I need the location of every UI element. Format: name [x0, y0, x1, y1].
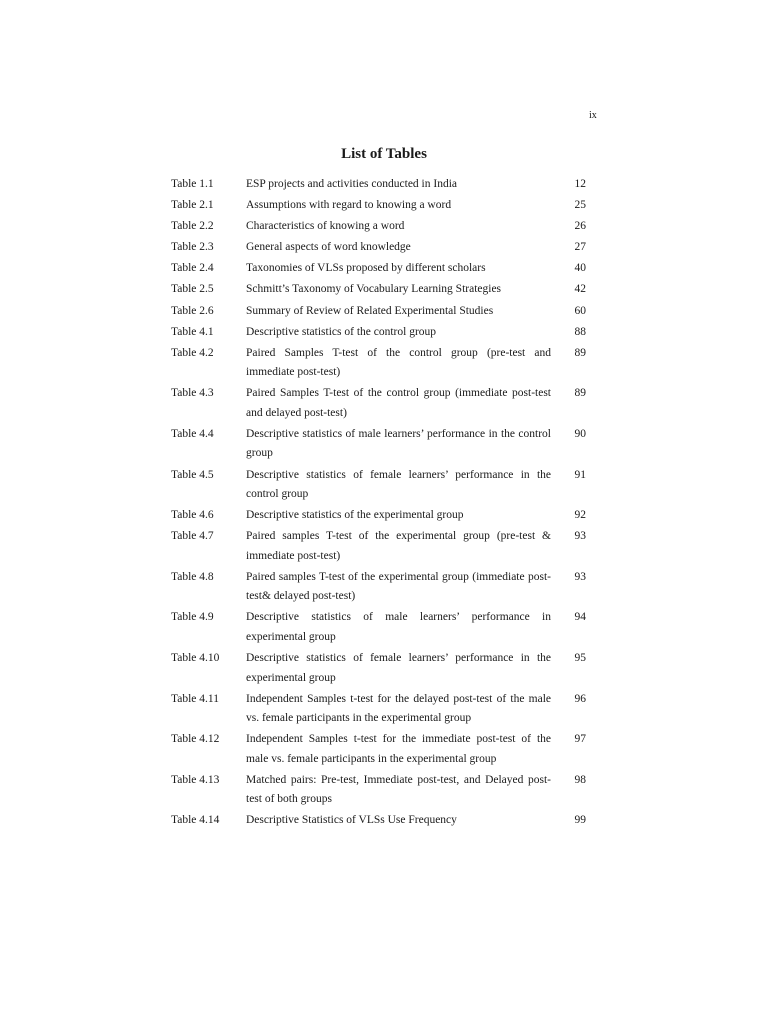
toc-entry[interactable] — [171, 280, 591, 300]
toc-entry-caption: ESP projects and activities conducted in India — [246, 178, 457, 190]
toc-entry-label: Table 4.11 — [171, 692, 219, 705]
toc-entry-caption: Paired Samples T-test of the control group (pre-test and immediate post-test) — [246, 346, 551, 379]
toc-entry-page: 99 — [574, 814, 586, 827]
toc-entry-page: 89 — [574, 346, 586, 359]
toc-entry[interactable] — [171, 608, 591, 647]
toc-entry-page: 93 — [574, 570, 586, 583]
toc-entry-caption: General aspects of word knowledge — [246, 241, 411, 254]
toc-entry-page: 27 — [574, 241, 586, 254]
toc-entry[interactable] — [171, 425, 591, 464]
toc-entry-caption: Independent Samples t-test for the delayed post-test of the male vs. female participants in the experimental group — [246, 692, 551, 725]
toc-entry-caption: Descriptive Statistics of VLSs Use Frequency — [246, 814, 457, 827]
toc-entry-page: 60 — [574, 304, 586, 317]
toc-entry-page: 96 — [574, 692, 586, 705]
toc-entry-caption: Descriptive statistics of male learners’ performance in the control group — [246, 427, 551, 460]
toc-entry-page: 40 — [574, 262, 586, 275]
toc-entry-label: Table 2.1 — [171, 199, 214, 212]
toc-entry-caption: Assumptions with regard to knowing a word — [246, 199, 452, 212]
toc-entry-page: 91 — [574, 468, 586, 481]
toc-entry-caption: Characteristics of knowing a word — [246, 220, 405, 233]
toc-entry-caption: Summary of Review of Related Experimental Studies — [246, 304, 494, 317]
toc-entry[interactable] — [171, 259, 591, 279]
toc-entry-label: Table 4.13 — [171, 773, 220, 786]
toc-entry-caption: Schmitt’s Taxonomy of Vocabulary Learning Strategies — [246, 283, 502, 296]
toc-entry[interactable] — [171, 649, 591, 688]
toc-entry-label: Table 4.10 — [171, 652, 220, 664]
toc-entry-caption: Descriptive statistics of male learners’ performance in experimental group — [246, 611, 551, 643]
toc-entry[interactable] — [171, 690, 591, 729]
toc-entry[interactable] — [171, 323, 591, 343]
toc-entry[interactable] — [171, 771, 591, 810]
page-number: ix — [589, 110, 597, 121]
toc-entry-page: 26 — [574, 220, 586, 233]
toc-entry[interactable] — [171, 302, 591, 322]
toc-entry[interactable] — [171, 466, 591, 505]
toc-entry-caption: Descriptive statistics of female learners’ performance in the control group — [246, 468, 551, 501]
toc-entry-page: 98 — [574, 773, 586, 786]
toc-entry-label: Table 4.3 — [171, 387, 214, 400]
toc-entry-page: 97 — [574, 733, 586, 746]
toc-entry-label: Table 4.14 — [171, 814, 220, 827]
toc-entry-page: 93 — [574, 530, 586, 543]
toc-entry-caption: Descriptive statistics of the experimental group — [246, 509, 464, 522]
toc-entry[interactable] — [171, 811, 591, 831]
toc-entry[interactable] — [171, 238, 591, 258]
toc-entry-page: 90 — [574, 427, 586, 440]
toc-entry-page: 92 — [574, 509, 586, 522]
toc-entry-label: Table 2.2 — [171, 220, 214, 233]
toc-entry[interactable] — [171, 175, 591, 195]
toc-entry-label: Table 2.4 — [171, 262, 214, 275]
toc-entry[interactable] — [171, 344, 591, 383]
toc-entry[interactable] — [171, 730, 591, 769]
toc-entry-page: 89 — [574, 387, 586, 400]
toc-entry-caption: Independent Samples t-test for the immediate post-test of the male vs. female participants in the experimental group — [246, 733, 551, 765]
toc-entry-caption: Descriptive statistics of female learners’ performance in the experimental group — [246, 652, 551, 684]
toc-entry-label: Table 4.6 — [171, 509, 214, 522]
toc-entry-caption: Paired samples T-test of the experimental group (pre-test & immediate post-test) — [246, 530, 551, 562]
toc-entry-caption: Paired samples T-test of the experimental group (immediate post-test& delayed post-test) — [246, 570, 551, 603]
list-of-tables — [171, 175, 591, 832]
toc-entry-page: 95 — [574, 652, 586, 664]
toc-entry-page: 12 — [574, 178, 586, 190]
toc-entry-page: 25 — [574, 199, 586, 212]
toc-entry[interactable] — [171, 527, 591, 566]
toc-entry-label: Table 4.7 — [171, 530, 214, 543]
toc-entry-label: Table 1.1 — [171, 178, 214, 190]
toc-entry[interactable] — [171, 217, 591, 237]
toc-entry[interactable] — [171, 506, 591, 526]
toc-entry-label: Table 4.8 — [171, 570, 214, 583]
toc-entry-page: 42 — [574, 283, 586, 296]
toc-entry-caption: Descriptive statistics of the control group — [246, 325, 437, 338]
toc-entry-label: Table 2.3 — [171, 241, 214, 254]
toc-entry-label: Table 2.5 — [171, 283, 214, 296]
toc-entry-caption: Paired Samples T-test of the control group (immediate post-test and delayed post-test) — [246, 387, 551, 419]
toc-entry-label: Table 4.12 — [171, 733, 220, 746]
toc-entry[interactable] — [171, 384, 591, 423]
toc-entry-page: 88 — [574, 325, 586, 338]
toc-entry-label: Table 4.9 — [171, 611, 214, 624]
page-title: List of Tables — [341, 146, 427, 162]
toc-entry[interactable] — [171, 568, 591, 607]
toc-entry[interactable] — [171, 196, 591, 216]
toc-entry-caption: Matched pairs: Pre-test, Immediate post-test, and Delayed post-test of both groups — [246, 773, 551, 806]
toc-entry-caption: Taxonomies of VLSs proposed by different scholars — [246, 262, 486, 275]
toc-entry-label: Table 4.5 — [171, 468, 214, 481]
toc-entry-label: Table 4.1 — [171, 325, 214, 338]
toc-entry-label: Table 4.2 — [171, 346, 214, 359]
toc-entry-label: Table 4.4 — [171, 427, 214, 440]
toc-entry-label: Table 2.6 — [171, 304, 214, 317]
toc-entry-page: 94 — [574, 611, 586, 624]
